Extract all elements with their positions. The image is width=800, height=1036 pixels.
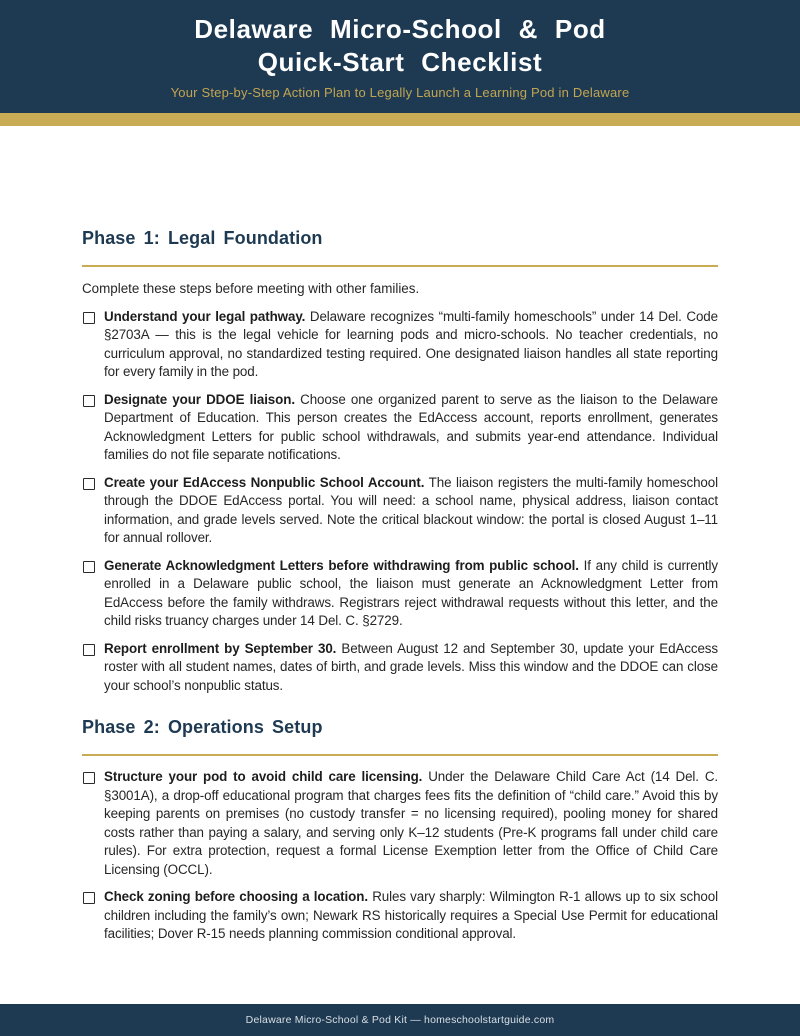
page-subtitle: Your Step-by-Step Action Plan to Legally Launch a Learning Pod in Delaware <box>170 85 630 100</box>
checklist-item-body: Under the Delaware Child Care Act (14 Del. C. §3001A), a drop-off educational program that charges fees fits the definition of “child care.” Avoid this by keeping parents on premises (no custody transfer = no licensing required), pooling money for shared costs rather than paying a salary, and serving only K–12 students (Pre-K programs fall under child care rules). For extra protection, request a formal License Exemption letter from the Office of Child Care Licensing (OCCL). <box>104 769 719 877</box>
checkbox-icon[interactable] <box>83 561 95 573</box>
checklist-item-lead: Generate Acknowledgment Letters before withdrawing from public school. <box>104 557 579 573</box>
checklist-item <box>82 768 718 879</box>
checklist-item-body: Choose one organized parent to serve as the liaison to the Delaware Department of Education. This person creates the EdAccess account, reports enrollment, generates Acknowledgment Letters for public school withdrawals, and submits year-end attendance. Individual families do not file separate notifications. <box>104 391 718 462</box>
checklist-item-text <box>104 768 718 879</box>
checklist-item <box>82 391 718 465</box>
section-phase-1 <box>82 228 718 695</box>
checkbox-icon[interactable] <box>83 478 95 490</box>
page-title <box>40 13 760 79</box>
phase-1-heading: Phase 1: Legal Foundation <box>82 228 323 248</box>
section-rule <box>82 265 718 267</box>
checklist-item-text <box>104 888 718 944</box>
document-header <box>0 0 800 113</box>
document-footer <box>0 1004 800 1036</box>
checklist-item <box>82 557 718 631</box>
phase-1-intro: Complete these steps before meeting with other families. <box>82 281 420 296</box>
phase-2-heading: Phase 2: Operations Setup <box>82 717 323 737</box>
checkbox-icon[interactable] <box>83 395 95 407</box>
checklist-item-lead: Create your EdAccess Nonpublic School Account. <box>104 474 425 490</box>
title-line-2: Quick-Start Checklist <box>257 47 543 77</box>
checklist-item-text <box>104 640 718 696</box>
checklist-item-body: Delaware recognizes “multi-family homeschools” under 14 Del. Code §2703A — this is the legal vehicle for learning pods and micro-schools. No teacher credentials, no curriculum approval, no standardized testing required. One designated liaison handles all state reporting for every family in the pod. <box>104 308 718 379</box>
checklist-item <box>82 640 718 696</box>
section-phase-2 <box>82 717 718 944</box>
checklist-item-lead: Understand your legal pathway. <box>104 308 306 324</box>
checklist-item-text <box>104 391 718 465</box>
checklist-item-lead: Structure your pod to avoid child care licensing. <box>104 769 423 784</box>
checklist-item-lead: Check zoning before choosing a location. <box>104 889 368 904</box>
checklist-item-body: Between August 12 and September 30, update your EdAccess roster with all student names, dates of birth, and grade levels. Miss this window and the DDOE can close your school’s nonpublic status. <box>104 640 718 693</box>
title-line-1: Delaware Micro-School & Pod <box>194 14 606 44</box>
checklist-item <box>82 888 718 944</box>
accent-divider-bar <box>0 113 800 126</box>
checklist-item <box>82 308 718 382</box>
footer-text: Delaware Micro-School & Pod Kit — homeschoolstartguide.com <box>245 1014 555 1026</box>
checklist-item-text <box>104 557 718 631</box>
checkbox-icon[interactable] <box>83 312 95 324</box>
checklist-item-lead: Designate your DDOE liaison. <box>104 391 295 407</box>
checkbox-icon[interactable] <box>83 644 95 656</box>
checklist-item-body: Rules vary sharply: Wilmington R-1 allows up to six school children including the family’s own; Newark RS historically requires a Special Use Permit for educational facilities; Dover R-15 needs planning commission conditional approval. <box>104 889 718 941</box>
checklist-item-lead: Report enrollment by September 30. <box>104 640 337 656</box>
checklist-item-text <box>104 474 718 548</box>
checklist-item-text <box>104 308 718 382</box>
checkbox-icon[interactable] <box>83 892 95 904</box>
section-rule <box>82 754 718 756</box>
checklist-item-body: If any child is currently enrolled in a Delaware public school, the liaison must generate an Acknowledgment Letter from EdAccess before the family withdraws. Registrars reject withdrawal requests without this letter, and the child risks truancy charges under 14 Del. C. §2729. <box>104 557 719 628</box>
document-body <box>0 228 800 944</box>
checklist-item <box>82 474 718 548</box>
checklist-item-body: The liaison registers the multi-family homeschool through the DDOE EdAccess portal. You will need: a school name, physical address, liaison contact information, and grade levels served. Note the critical blackout window: the portal is closed August 1–11 for annual rollover. <box>104 474 718 545</box>
checkbox-icon[interactable] <box>83 772 95 784</box>
